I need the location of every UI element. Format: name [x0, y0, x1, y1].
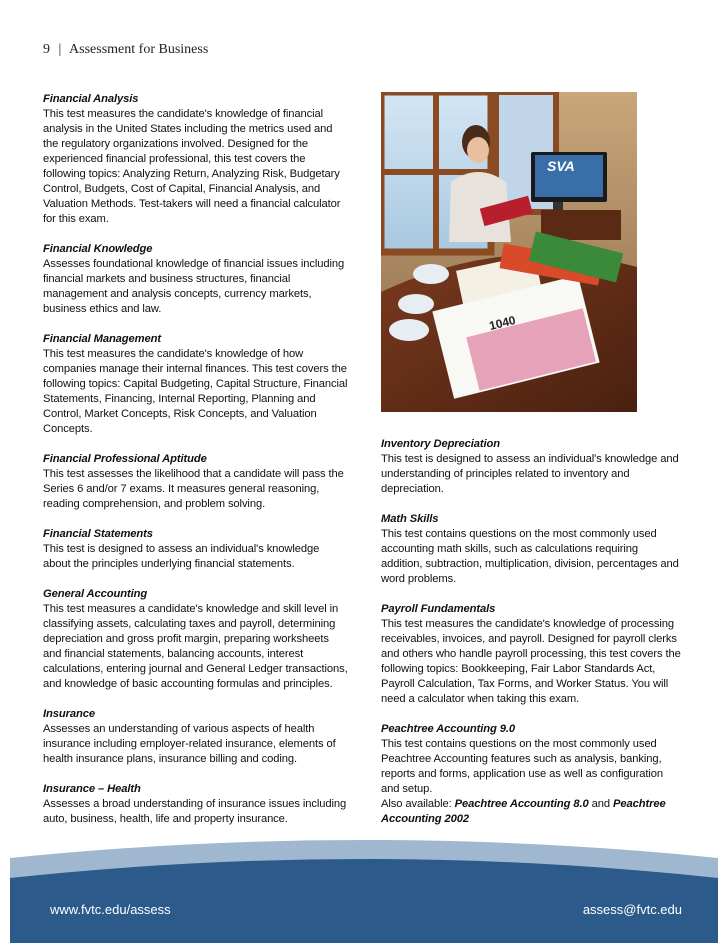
office-photo-illustration — [381, 92, 637, 412]
entry-description: Assesses an understanding of various aspects of health insurance including employer-related insurance, elements of health insurance plans, insurance billing and coding. — [43, 723, 336, 765]
entry-title: Financial Professional Aptitude — [43, 453, 207, 465]
also-available-joiner: and — [591, 798, 611, 810]
entry-description: This test contains questions on the most commonly used accounting math skills, such as calculations requiring addition, subtraction, multiplication, division, percentages and word problems. — [381, 528, 679, 585]
right-column — [381, 437, 681, 827]
entry-title: Payroll Fundamentals — [381, 603, 496, 615]
entry-description: This test measures the candidate's knowledge of processing receivables, invoices, and payroll. Designed for payroll clerks and others who handle payroll processing, this test covers the following topics: Bookkeeping, Fair Labor Standards Act, Payroll Calculation, Tax Forms, and Worker Status. You will need a calculator when taking this exam. — [381, 618, 681, 705]
entry-financial-professional-aptitude — [43, 452, 348, 512]
entry-description: This test is designed to assess an individual's knowledge and understanding of principles related to inventory and depreciation. — [381, 453, 679, 495]
also-available-item: Peachtree Accounting 8.0 — [454, 798, 589, 810]
entry-title: Insurance — [43, 708, 95, 720]
entry-description: This test contains questions on the most commonly used Peachtree Accounting features such as analysis, banking, reports and forms, application use as well as configuration and setup. — [381, 738, 664, 795]
also-available-item: Peachtree Accounting 2002 — [381, 798, 666, 825]
entry-title: Financial Management — [43, 333, 161, 345]
form-1040-label: 1040 — [487, 312, 517, 334]
page-title: Assessment for Business — [69, 42, 209, 57]
entry-insurance-health — [43, 782, 348, 827]
entry-insurance — [43, 707, 348, 767]
entry-inventory-depreciation — [381, 437, 681, 497]
entry-financial-statements — [43, 527, 348, 572]
entry-math-skills — [381, 512, 681, 587]
entry-description: This test measures the candidate's knowledge of financial analysis in the United States including the metrics used and the regulatory organizations involved. Designed for the experienced financial professional, this test covers the following topics: Analyzing Return, Analyzing Risk, Budgetary Control, Budgets, Cost of Capital, Financial Analysis, and Valuation Methods. Test-takers will need a financial calculator for this exam. — [43, 108, 341, 225]
entry-financial-analysis — [43, 92, 348, 227]
entry-description: This test measures a candidate's knowledge and skill level in classifying assets, calculating taxes and payroll, determining depreciation and gross profit margin, preparing worksheets and financial statements, balancing accounts, interest calculations, entering journal and General Ledger transactions, and knowledge of basic accounting formulas and principles. — [43, 603, 348, 690]
entry-financial-management — [43, 332, 348, 437]
header-separator: | — [58, 42, 62, 57]
entry-description: This test assesses the likelihood that a candidate will pass the Series 6 and/or 7 exams. It measures general reasoning, reading comprehension, and problem solving. — [43, 468, 344, 510]
entry-payroll-fundamentals — [381, 602, 681, 707]
entry-title: Math Skills — [381, 513, 439, 525]
entry-title: General Accounting — [43, 588, 148, 600]
entry-financial-knowledge — [43, 242, 348, 317]
also-available — [381, 797, 681, 827]
entry-title: Inventory Depreciation — [381, 438, 501, 450]
entry-title: Insurance – Health — [43, 783, 141, 795]
entry-description: This test measures the candidate's knowledge of how companies manage their internal finances. This test covers the following topics: Capital Budgeting, Capital Structure, Financial Statements, Financing, Internal Reporting, Planning and Control, Market Concepts, Risk Concepts, and Valuation Concepts. — [43, 348, 348, 435]
entry-title: Financial Analysis — [43, 93, 139, 105]
also-available-prefix: Also available: — [381, 798, 452, 810]
office-photo — [381, 92, 637, 412]
email-link[interactable]: assess@fvtc.edu — [582, 902, 682, 917]
entry-title: Financial Knowledge — [43, 243, 153, 255]
entry-description: Assesses foundational knowledge of financial issues including financial markets and business structures, financial management and analysis concepts, currency markets, business ethics and law. — [43, 258, 345, 315]
page-header — [43, 42, 208, 58]
entry-description: Assesses a broad understanding of insurance issues including auto, business, health, life and property insurance. — [43, 798, 347, 825]
entry-title: Financial Statements — [43, 528, 153, 540]
website-link[interactable]: www.fvtc.edu/assess — [50, 902, 171, 917]
left-column — [43, 92, 348, 842]
entry-general-accounting — [43, 587, 348, 692]
footer-wave-graphic — [0, 830, 728, 943]
entry-description: This test is designed to assess an individual's knowledge about the principles underlying financial statements. — [43, 543, 320, 570]
entry-peachtree-accounting — [381, 722, 681, 827]
page-number: 9 — [43, 42, 50, 57]
footer-banner — [0, 830, 728, 943]
sva-logo: SVA — [547, 158, 575, 174]
entry-title: Peachtree Accounting 9.0 — [381, 723, 515, 735]
